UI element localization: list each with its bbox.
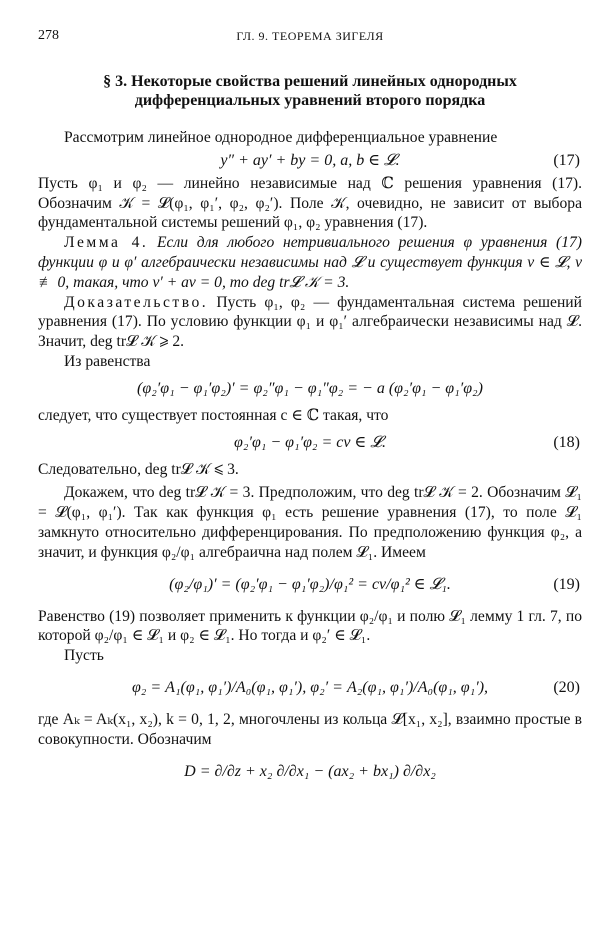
paragraph-prove: Докажем, что deg tr𝓛 𝒦 = 3. Предположим, что deg tr𝓛 𝒦 = 2. Обозначим 𝓛₁ = 𝓛(φ₁, φ₁′). Так как функция φ₁ есть решение уравнения (17), то поле 𝓛₁ замкнуто относительно дифференцирования. По предположению функция φ₂, а значит, и функция φ₂/φ₁ алгебраична над полем 𝓛₁. Имеем (38, 484, 582, 561)
equation-17-body: y″ + ay′ + by = 0, a, b ∈ 𝓛. (220, 151, 400, 169)
equation-18-body: φ₂′φ₁ − φ₁′φ₂ = cv ∈ 𝓛. (234, 433, 386, 451)
equation-17-number: (17) (553, 151, 580, 169)
running-head: ГЛ. 9. ТЕОРЕМА ЗИГЕЛЯ (236, 29, 384, 43)
paragraph-where: где Aₖ = Aₖ(x₁, x₂), k = 0, 1, 2, многочлены из кольца 𝓛[x₁, x₂], взаимно простые в совокупности. Обозначим (38, 710, 582, 748)
equation-operator-d-body: D = ∂/∂z + x₂ ∂/∂x₁ − (ax₂ + bx₁) ∂/∂x₂ (184, 762, 436, 780)
equation-20-number: (20) (553, 678, 580, 696)
book-page (38, 28, 582, 794)
equation-18 (38, 426, 582, 460)
equation-19-body: (φ₂/φ₁)′ = (φ₂′φ₁ − φ₁′φ₂)/φ₁² = cv/φ₁² ∈ 𝓛₁. (169, 575, 451, 593)
paragraph-eq19: Равенство (19) позволяет применить к функции φ₂/φ₁ и полю 𝓛₁ лемму 1 гл. 7, по которой φ₂/φ₁ ∈ 𝓛₁ и φ₂ ∈ 𝓛₁. Но тогда и φ₂′ ∈ 𝓛₁. (38, 607, 582, 645)
proof-label: Доказательство. (64, 293, 209, 311)
section-title (38, 72, 582, 110)
equation-19-number: (19) (553, 575, 580, 593)
proof-text: Пусть φ₁, φ₂ — фундаментальная система решений уравнения (17). По условию функции φ₁ и φ₁′ алгебраически независимы над 𝓛. Значит, deg tr𝓛 𝒦 ⩾ 2. (38, 293, 582, 351)
paragraph-hence: Следовательно, deg tr𝓛 𝒦 ⩽ 3. (38, 460, 239, 478)
lemma-statement: Если для любого нетривиального решения φ уравнения (17) функции φ и φ′ алгебраически независимы над 𝓛 и существует функция v ∈ 𝓛, v ≢ 0, такая, что v′ + av = 0, то deg tr𝓛 𝒦 = 3. (38, 234, 582, 291)
section-title-line-2: дифференциальных уравнений второго порядка (134, 92, 486, 109)
equation-wronskian-body: (φ₂′φ₁ − φ₁′φ₂)′ = φ₂″φ₁ − φ₁″φ₂ = − a (φ₂′φ₁ − φ₁′φ₂) (137, 379, 483, 397)
paragraph-solutions: Пусть φ₁ и φ₂ — линейно независимые над ℂ решения уравнения (17). Обозначим 𝒦 = 𝓛(φ₁, φ₁′, φ₂, φ₂′). Поле 𝒦, очевидно, не зависит от выбора фундаментальной системы решений φ₁, φ₂ уравнения (17). (38, 174, 582, 232)
equation-operator-d (38, 750, 582, 794)
paragraph-intro: Рассмотрим линейное однородное дифференциальное уравнение (64, 129, 498, 146)
lemma-4 (38, 233, 582, 292)
equation-wronskian (38, 372, 582, 406)
equation-17 (38, 148, 582, 174)
equation-18-number: (18) (553, 433, 580, 451)
equation-20-body: φ₂ = A₁(φ₁, φ₁′)/A₀(φ₁, φ₁′), φ₂′ = A₂(φ₁, φ₁′)/A₀(φ₁, φ₁′), (131, 678, 489, 696)
page-header (38, 28, 582, 50)
section-title-line-1: § 3. Некоторые свойства решений линейных однородных (103, 73, 517, 90)
proof (38, 293, 582, 352)
paragraph-follows: следует, что существует постоянная c ∈ ℂ такая, что (38, 406, 389, 424)
lemma-label: Лемма 4. (64, 234, 149, 252)
page-number: 278 (38, 28, 59, 43)
equation-19 (38, 563, 582, 607)
equation-20 (38, 666, 582, 710)
paragraph-let: Пусть (64, 647, 104, 665)
paragraph-from-equality: Из равенства (64, 352, 151, 370)
